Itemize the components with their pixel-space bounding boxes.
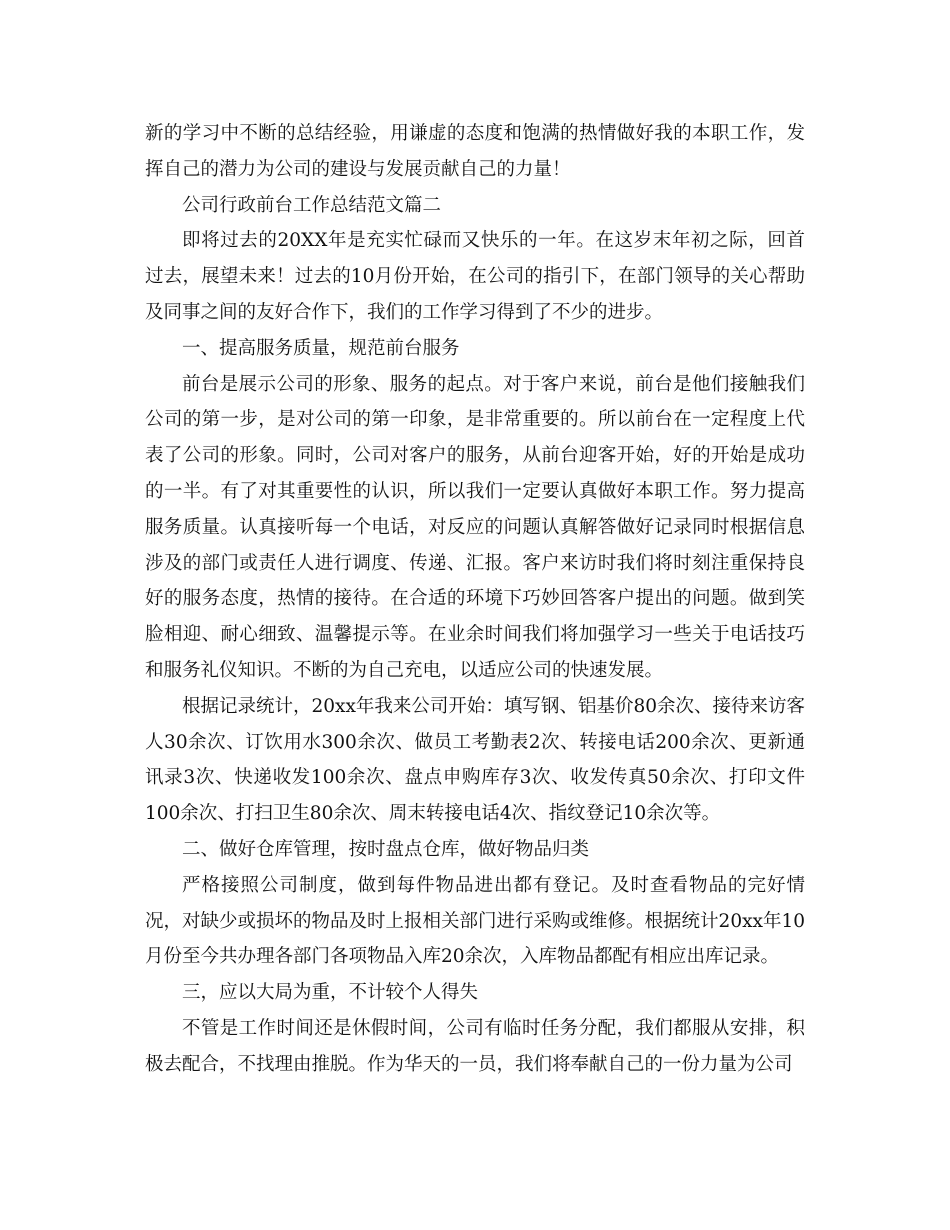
document-body <box>145 116 805 1083</box>
paragraph: 前台是展示公司的形象、服务的起点。对于客户来说，前台是他们接触我们公司的第一步，是对公司的第一印象，是非常重要的。所以前台在一定程度上代表了公司的形象。同时，公司对客户的服务，从前台迎客开始，好的开始是成功的一半。有了对其重要性的认识，所以我们一定要认真做好本职工作。努力提高服务质量。认真接听每一个电话，对反应的问题认真解答做好记录同时根据信息涉及的部门或责任人进行调度、传递、汇报。客户来访时我们将时刻注重保持良好的服务态度，热情的接待。在合适的环境下巧妙回答客户提出的问题。做到笑脸相迎、耐心细致、温馨提示等。在业余时间我们将加强学习一些关于电话技巧和服务礼仪知识。不断的为自己充电，以适应公司的快速发展。 <box>145 373 805 681</box>
paragraph: 即将过去的20XX年是充实忙碌而又快乐的一年。在这岁末年初之际，回首过去，展望未来！过去的10月份开始，在公司的指引下，在部门领导的关心帮助及同事之间的友好合作下，我们的工作学习得到了不少的进步。 <box>145 230 805 323</box>
section-heading-3: 三，应以大局为重，不计较个人得失 <box>182 982 479 1004</box>
section-heading-2: 二、做好仓库管理，按时盘点仓库，做好物品归类 <box>182 838 590 860</box>
paragraph: 严格接照公司制度，做到每件物品进出都有登记。及时查看物品的完好情况，对缺少或损坏的物品及时上报相关部门进行采购或维修。根据统计20xx年10月份至今共办理各部门各项物品入库20余次，入库物品都配有相应出库记录。 <box>145 874 805 968</box>
paragraph: 不管是工作时间还是休假时间，公司有临时任务分配，我们都服从安排，积极去配合，不找理由推脱。作为华天的一员，我们将奉献自己的一份力量为公司 <box>145 1017 805 1075</box>
paragraph-statistics: 根据记录统计，20xx年我来公司开始：填写钢、铝基价80余次、接待来访客人30余次、订饮用水300余次、做员工考勤表2次、转接电话200余次、更新通讯录3次、快递收发100余次、盘点申购库存3次、收发传真50余次、打印文件100余次、打扫卫生80余次、周末转接电话4次、指纹登记10余次等。 <box>145 695 805 825</box>
section-title: 公司行政前台工作总结范文篇二 <box>182 194 442 216</box>
section-heading-1: 一、提高服务质量，规范前台服务 <box>182 337 460 359</box>
paragraph-continuation: 新的学习中不断的总结经验，用谦虚的态度和饱满的热情做好我的本职工作，发挥自己的潜力为公司的建设与发展贡献自己的力量！ <box>145 123 805 180</box>
